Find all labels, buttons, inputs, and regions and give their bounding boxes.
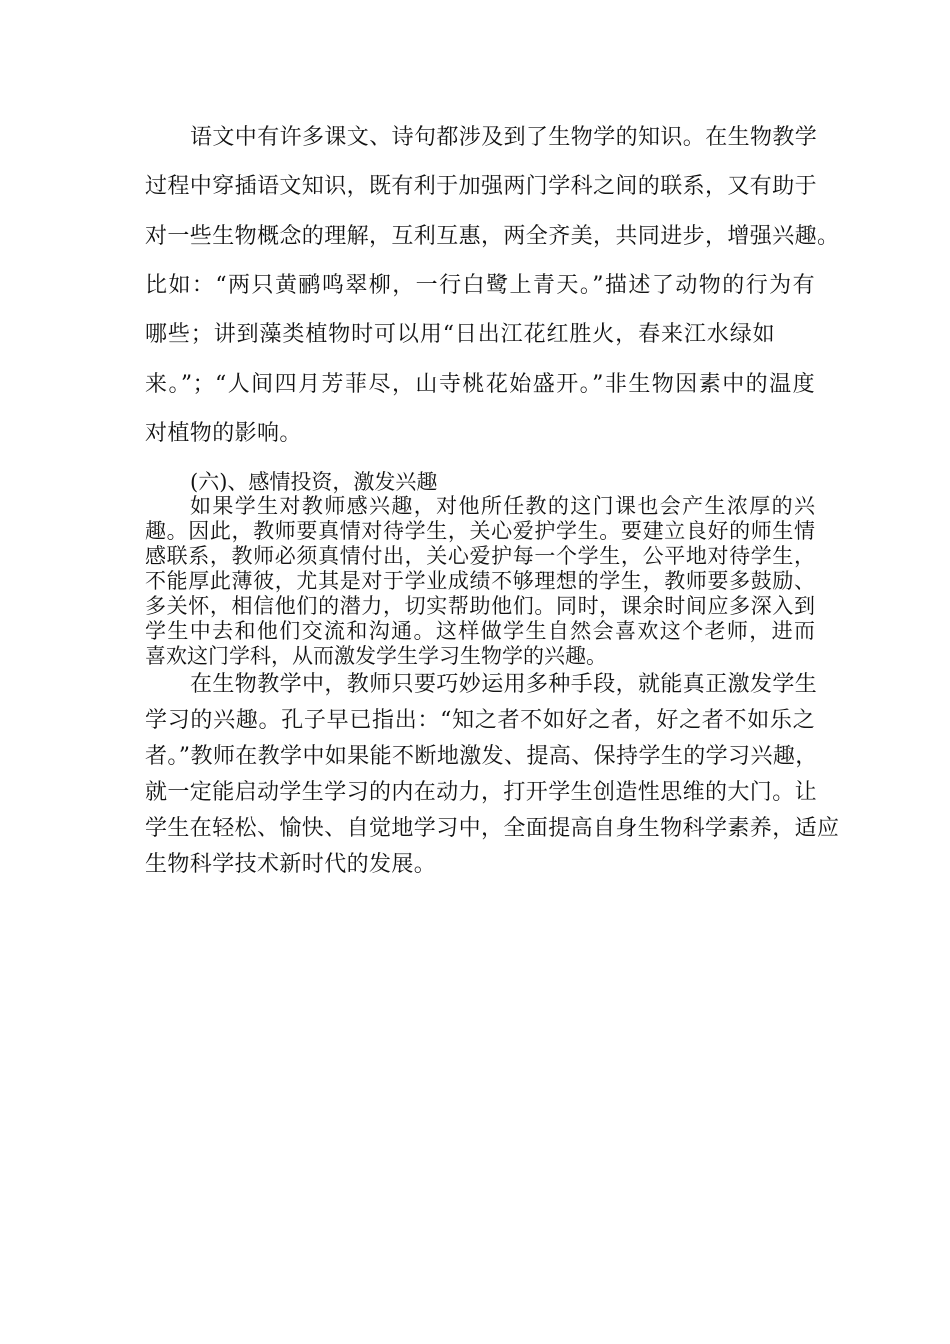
paragraph-3-line-5: 学生在轻松、愉快、自觉地学习中，全面提高自身生物科学素养，适应 <box>145 816 840 841</box>
section-heading: (六)、感情投资，激发兴趣 <box>190 470 438 494</box>
paragraph-3-line-6: 生物科学技术新时代的发展。 <box>145 852 437 877</box>
paragraph-1-line-4: 比如：“两只黄鹂鸣翠柳，一行白鹭上青天。”描述了动物的行为有 <box>145 273 815 298</box>
paragraph-2-line-7: 喜欢这门学科，从而激发学生学习生物学的兴趣。 <box>145 644 607 668</box>
paragraph-2-line-6: 学生中去和他们交流和沟通。这样做学生自然会喜欢这个老师，进而 <box>145 619 815 643</box>
paragraph-3-line-3: 者。”教师在教学中如果能不断地激发、提高、保持学生的学习兴趣， <box>145 744 818 769</box>
paragraph-2-line-3: 感联系，教师必须真情付出，关心爱护每一个学生，公平地对待学生， <box>145 544 815 568</box>
paragraph-1-line-2: 过程中穿插语文知识，既有利于加强两门学科之间的联系，又有助于 <box>145 174 818 199</box>
paragraph-1-line-1: 语文中有许多课文、诗句都涉及到了生物学的知识。在生物教学 <box>190 125 818 150</box>
paragraph-2-line-5: 多关怀，相信他们的潜力，切实帮助他们。同时，课余时间应多深入到 <box>145 594 815 618</box>
paragraph-1-line-6: 来。”；“人间四月芳菲尽，山寺桃花始盛开。”非生物因素中的温度 <box>145 372 815 397</box>
paragraph-1-line-5: 哪些；讲到藻类植物时可以用“日出江花红胜火，春来江水绿如 <box>145 322 775 347</box>
paragraph-3-line-1: 在生物教学中，教师只要巧妙运用多种手段，就能真正激发学生 <box>190 672 818 697</box>
paragraph-3-line-4: 就一定能启动学生学习的内在动力，打开学生创造性思维的大门。让 <box>145 780 818 805</box>
paragraph-2-line-4: 不能厚此薄彼，尤其是对于学业成绩不够理想的学生，教师要多鼓励、 <box>145 569 815 593</box>
paragraph-1-line-7: 对植物的影响。 <box>145 421 302 446</box>
paragraph-1-line-3: 对一些生物概念的理解，互利互惠，两全齐美，共同进步，增强兴趣。 <box>145 224 840 249</box>
paragraph-2-line-1: 如果学生对教师感兴趣，对他所任教的这门课也会产生浓厚的兴 <box>190 494 815 518</box>
paragraph-3-line-2: 学习的兴趣。孔子早已指出：“知之者不如好之者，好之者不如乐之 <box>145 708 815 733</box>
paragraph-2-line-2: 趣。因此，教师要真情对待学生，关心爱护学生。要建立良好的师生情 <box>145 519 815 543</box>
